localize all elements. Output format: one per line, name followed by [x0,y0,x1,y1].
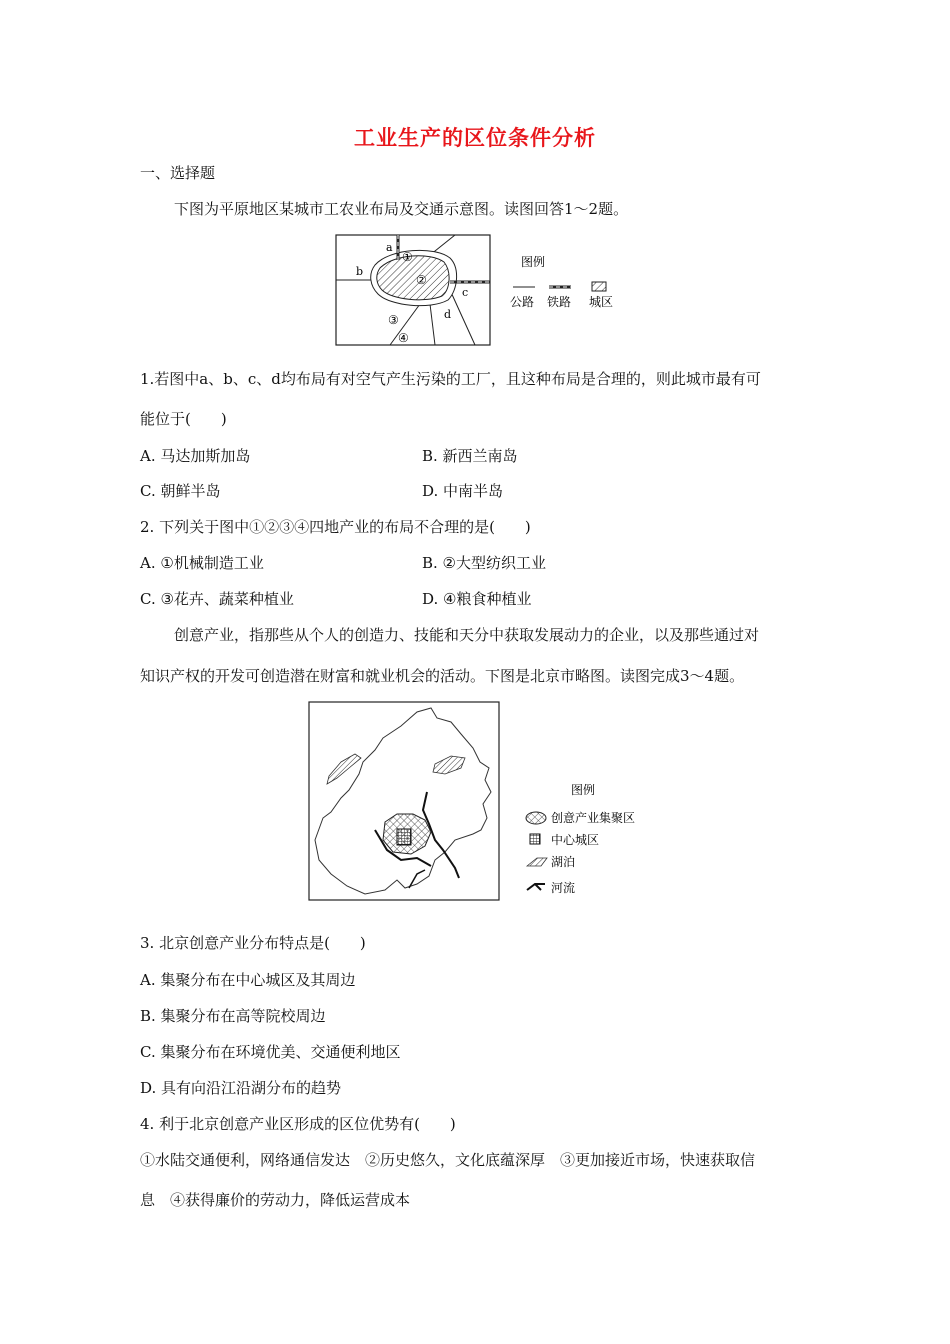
q3-option-a: A. 集聚分布在中心城区及其周边 [140,971,356,989]
legend-title: 图例 [571,783,596,797]
legend-urban-symbol [592,282,606,291]
page-title: 工业生产的区位条件分析 [354,125,596,150]
label-2: ② [416,273,427,287]
central-city-area [397,829,411,845]
intro-paragraph-2-line2: 知识产权的开发可创造潜在财富和就业机会的活动。下图是北京市略图。读图完成3～4题。 [140,667,745,685]
label-c: c [462,286,469,299]
q1-option-a: A. 马达加斯加岛 [140,447,251,465]
q1-stem-line1: 1.若图中a、b、c、d均布局有对空气产生污染的工厂，且这种布局是合理的，则此城市最有可 [140,370,761,388]
q4-stem: 4. 利于北京创意产业区形成的区位优势有( ) [140,1115,456,1133]
intro-paragraph-2-line1: 创意产业，指那些从个人的创造力、技能和天分中获取发展动力的企业，以及那些通过对 [174,626,760,644]
q2-option-a: A. ①机械制造工业 [140,554,264,572]
q4-statements-line2: 息 ④获得廉价的劳动力，降低运营成本 [140,1191,411,1209]
q3-option-d: D. 具有向沿江沿湖分布的趋势 [140,1079,342,1097]
legend-cluster: 创意产业集聚区 [551,811,636,825]
q3-option-b: B. 集聚分布在高等院校周边 [140,1007,326,1025]
legend-cluster-symbol [526,812,546,824]
urban-area [377,256,449,300]
q2-option-b: B. ②大型纺织工业 [422,554,547,572]
label-3: ③ [388,313,399,327]
q1-option-c: C. 朝鲜半岛 [140,482,221,500]
label-1: ① [402,250,413,264]
legend-lake: 湖泊 [551,855,576,869]
legend-city-symbol [530,834,540,844]
legend-river-symbol [527,884,545,890]
legend-river: 河流 [551,881,576,895]
q2-stem: 2. 下列关于图中①②③④四地产业的布局不合理的是( ) [140,518,531,536]
label-b: b [356,265,364,278]
legend-title: 图例 [521,255,546,269]
q2-option-d: D. ④粮食种植业 [422,590,532,608]
legend-city: 中心城区 [551,833,600,847]
legend-road: 公路 [510,295,535,309]
legend-lake-symbol [527,858,547,866]
legend-rail: 铁路 [547,295,572,309]
q1-option-b: B. 新西兰南岛 [422,447,518,465]
q1-option-d: D. 中南半岛 [422,482,504,500]
q2-option-c: C. ③花卉、蔬菜种植业 [140,590,294,608]
q1-stem-line2: 能位于( ) [140,410,227,428]
label-4: ④ [398,331,409,345]
intro-paragraph-1: 下图为平原地区某城市工农业布局及交通示意图。读图回答1～2题。 [174,200,629,218]
q3-stem: 3. 北京创意产业分布特点是( ) [140,934,366,952]
beijing-boundary [315,708,491,894]
q4-statements-line1: ①水陆交通便利，网络通信发达 ②历史悠久，文化底蕴深厚 ③更加接近市场，快速获取信 [140,1151,756,1169]
road-south [430,304,435,345]
q3-option-c: C. 集聚分布在环境优美、交通便利地区 [140,1043,401,1061]
city-layout-map [330,230,630,350]
legend-urban: 城区 [589,295,614,309]
section-heading: 一、选择题 [140,164,216,182]
label-a: a [386,241,393,254]
label-d: d [444,308,452,321]
beijing-map [305,700,655,905]
